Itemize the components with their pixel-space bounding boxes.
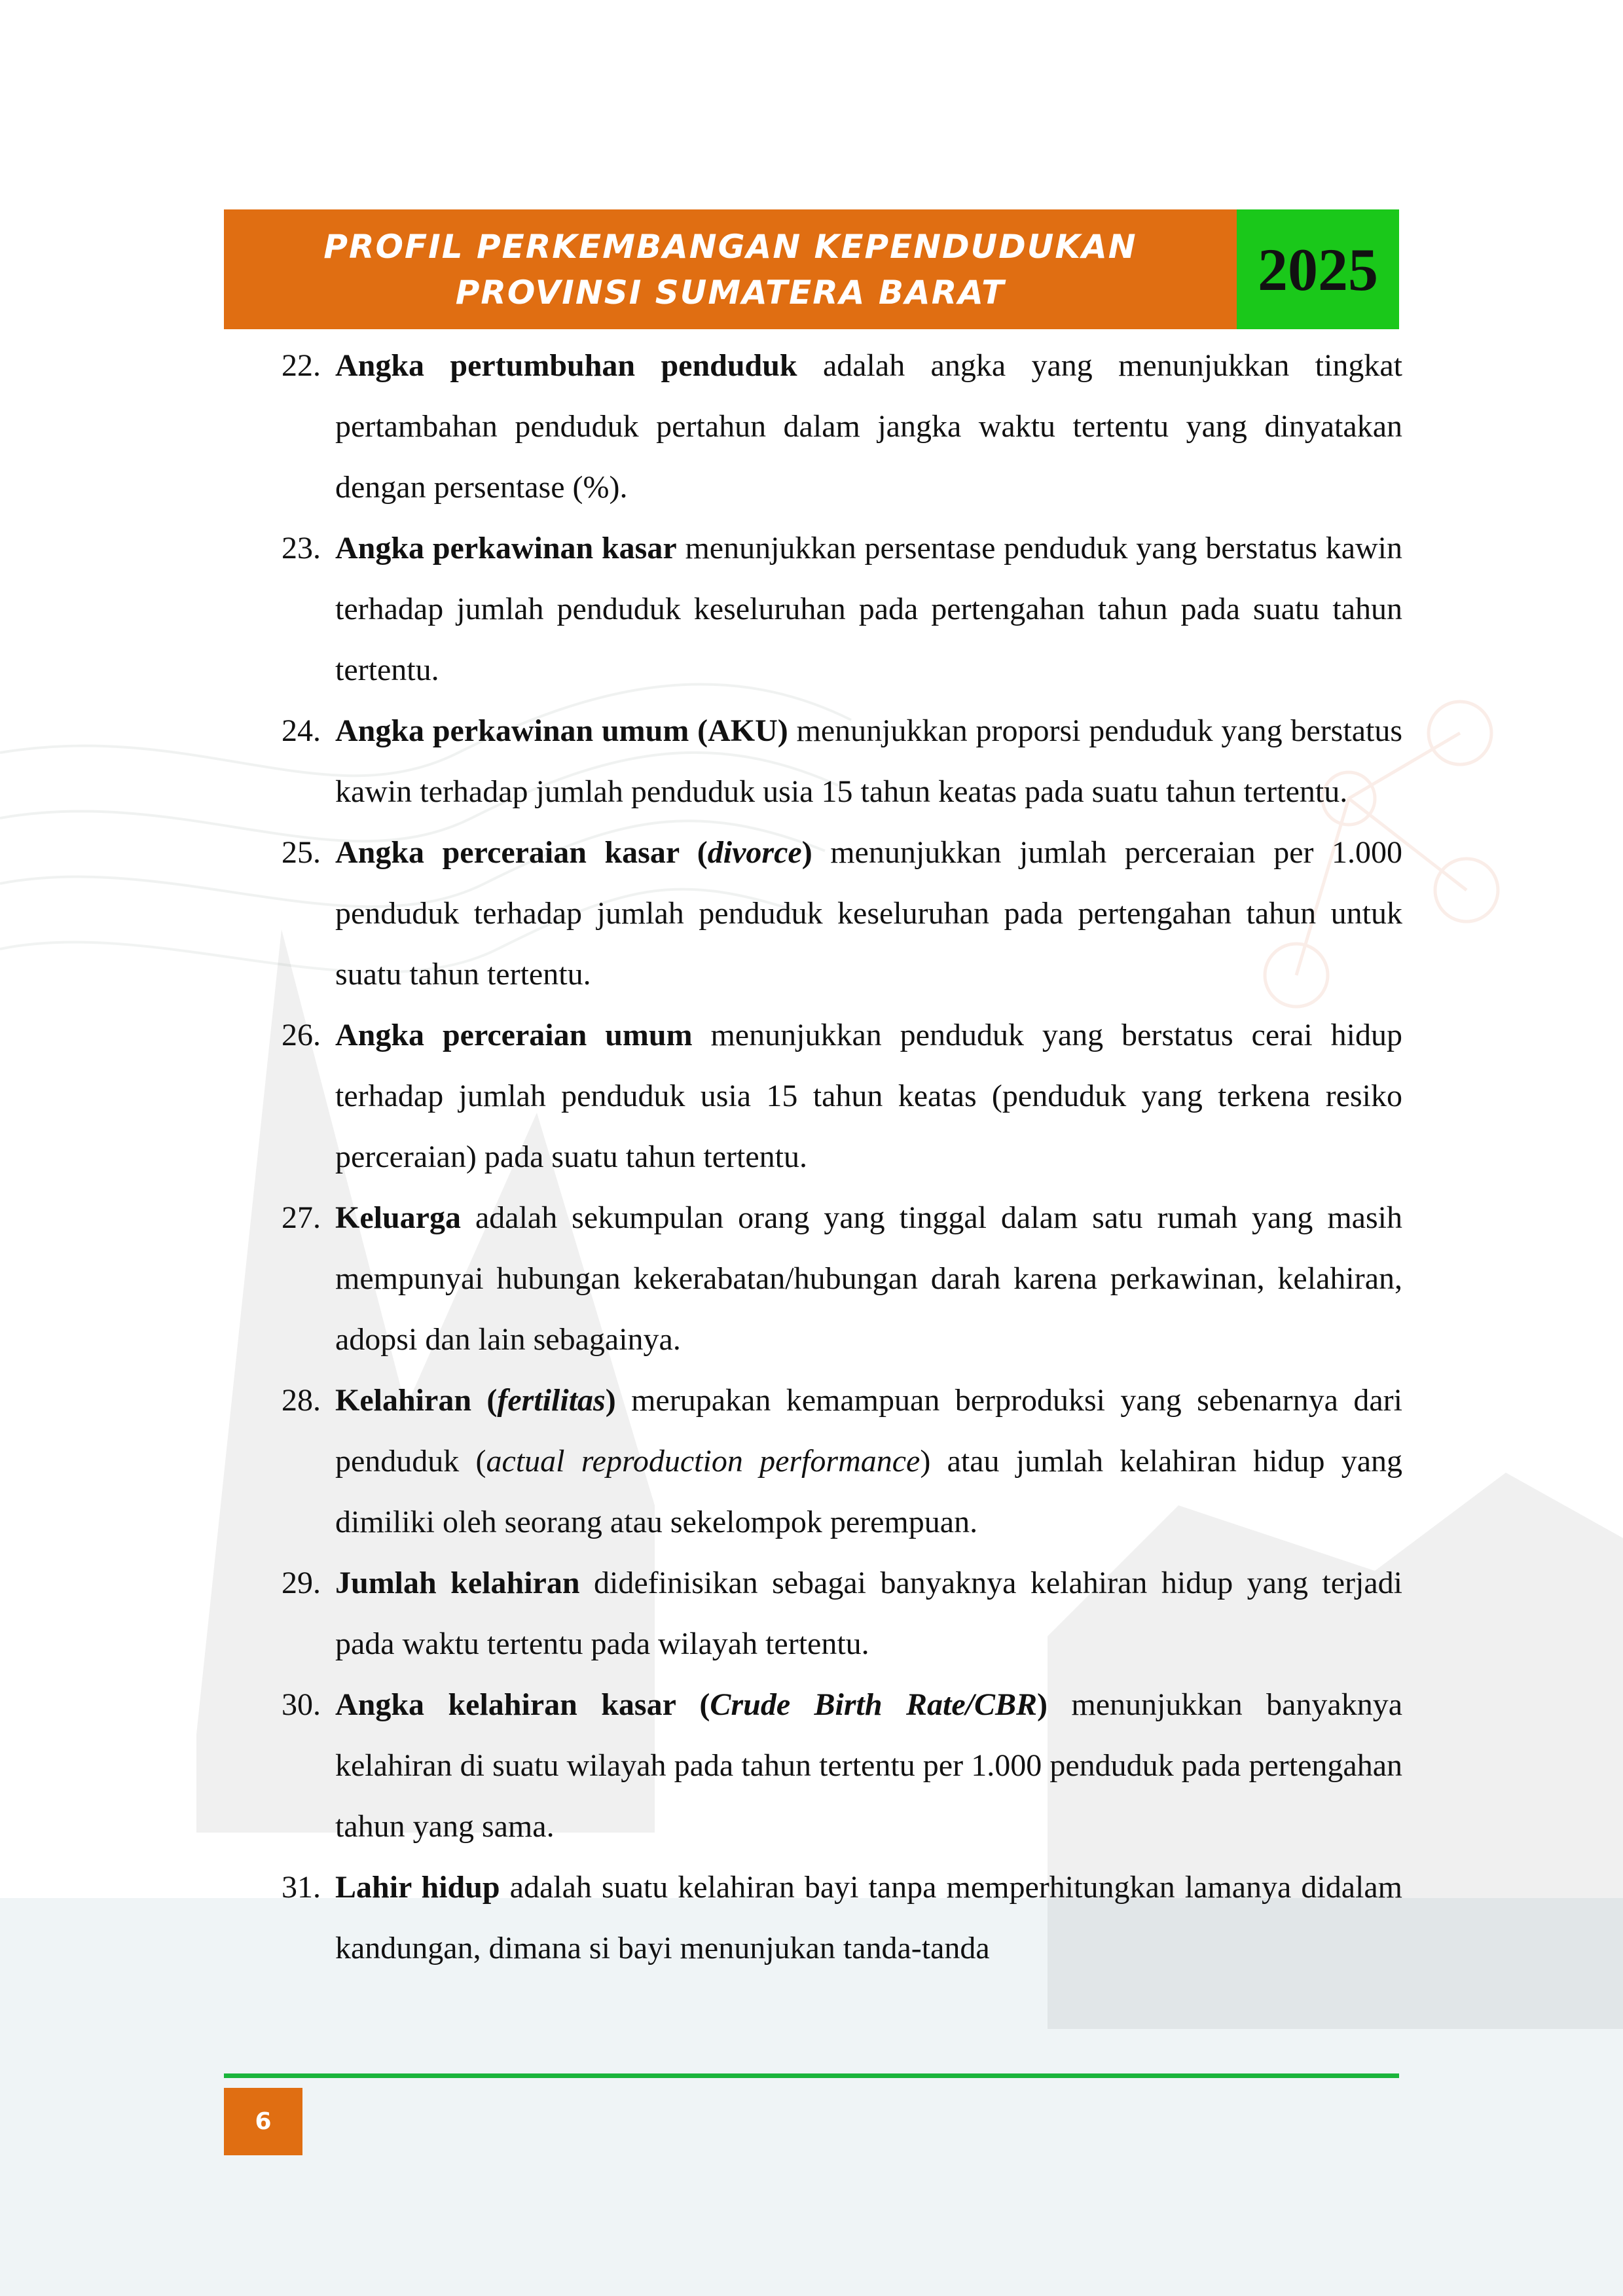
definition-item-29 [282, 1552, 1402, 1674]
item-number: 24. [282, 713, 321, 748]
definition-term-close: ) [801, 835, 812, 870]
header-title-line1: PROFIL PERKEMBANGAN KEPENDUDUKAN [323, 227, 1137, 266]
definition-term: Lahir hidup [335, 1870, 500, 1905]
definition-term-english: divorce [707, 835, 802, 870]
definition-item-27 [282, 1187, 1402, 1370]
item-number: 25. [282, 835, 321, 870]
definition-text-end: ) atau jumlah kelahiran hidup yang dimiliki oleh seorang atau sekelompok perempuan. [335, 1444, 1402, 1539]
definition-term-close: ) [1037, 1687, 1048, 1722]
footer-divider [224, 2073, 1399, 2078]
definition-item-30 [282, 1674, 1402, 1857]
definition-term-english: Crude Birth Rate/CBR [710, 1687, 1038, 1722]
definition-term: Jumlah kelahiran [335, 1566, 580, 1600]
definition-item-24 [282, 700, 1402, 822]
definition-term: Angka kelahiran kasar ( [335, 1687, 710, 1722]
definition-term: Keluarga [335, 1200, 461, 1235]
definition-term-close: ) [605, 1383, 616, 1418]
definition-item-25 [282, 822, 1402, 1005]
definition-term: Angka perkawinan kasar [335, 531, 677, 565]
header-banner [224, 209, 1399, 329]
definition-term: Angka perceraian umum [335, 1018, 693, 1052]
header-title-line2: PROVINSI SUMATERA BARAT [455, 273, 1006, 312]
definition-item-23 [282, 518, 1402, 700]
definition-list [282, 335, 1402, 1979]
definition-term: Angka perkawinan umum (AKU) [335, 713, 788, 748]
definition-text: menunjukkan penduduk yang berstatus cerai hidup terhadap jumlah penduduk usia 15 tahun keatas (penduduk yang terkena resiko perceraian) pada suatu tahun tertentu. [335, 1018, 1402, 1174]
definition-term-english: fertilitas [497, 1383, 606, 1418]
item-number: 29. [282, 1566, 321, 1600]
definition-text: menunjukkan banyaknya kelahiran di suatu wilayah pada tahun tertentu per 1.000 penduduk pada pertengahan tahun yang sama. [335, 1687, 1403, 1844]
item-number: 28. [282, 1383, 321, 1418]
page-number: 6 [224, 2088, 302, 2155]
item-number: 31. [282, 1870, 321, 1905]
definition-text: menunjukkan jumlah perceraian per 1.000 penduduk terhadap jumlah penduduk keseluruhan pada pertengahan tahun untuk suatu tahun tertentu. [335, 835, 1402, 992]
header-year: 2025 [1237, 209, 1399, 329]
item-number: 26. [282, 1018, 321, 1052]
definition-text: adalah angka yang menunjukkan tingkat pertambahan penduduk pertahun dalam jangka waktu tertentu yang dinyatakan dengan persentase (%). [335, 348, 1402, 505]
definition-term: Angka perceraian kasar ( [335, 835, 708, 870]
definition-text: menunjukkan proporsi penduduk yang berstatus kawin terhadap jumlah penduduk usia 15 tahun keatas pada suatu tahun tertentu. [335, 713, 1403, 809]
definition-text: didefinisikan sebagai banyaknya kelahiran hidup yang terjadi pada waktu tertentu pada wilayah tertentu. [335, 1566, 1403, 1661]
item-number: 22. [282, 348, 321, 383]
definition-term: Angka pertumbuhan penduduk [335, 348, 797, 383]
definition-text: adalah suatu kelahiran bayi tanpa memperhitungkan lamanya didalam kandungan, dimana si bayi menunjukan tanda-tanda [335, 1870, 1403, 1965]
header-title [224, 209, 1237, 329]
definition-text: merupakan kemampuan berproduksi yang sebenarnya dari penduduk ( [335, 1383, 1402, 1479]
item-number: 30. [282, 1687, 321, 1722]
item-number: 23. [282, 531, 321, 565]
definition-text: menunjukkan persentase penduduk yang berstatus kawin terhadap jumlah penduduk keseluruhan pada pertengahan tahun pada suatu tahun tertentu. [335, 531, 1403, 687]
definition-item-26 [282, 1005, 1402, 1187]
definition-text-english: actual reproduction performance [486, 1444, 921, 1479]
definition-text: adalah sekumpulan orang yang tinggal dalam satu rumah yang masih mempunyai hubungan kekerabatan/hubungan darah karena perkawinan, kelahiran, adopsi dan lain sebagainya. [335, 1200, 1402, 1357]
definition-item-22 [282, 335, 1402, 518]
definition-item-28 [282, 1370, 1402, 1552]
item-number: 27. [282, 1200, 321, 1235]
definition-item-31 [282, 1857, 1402, 1979]
definition-term: Kelahiran ( [335, 1383, 498, 1418]
